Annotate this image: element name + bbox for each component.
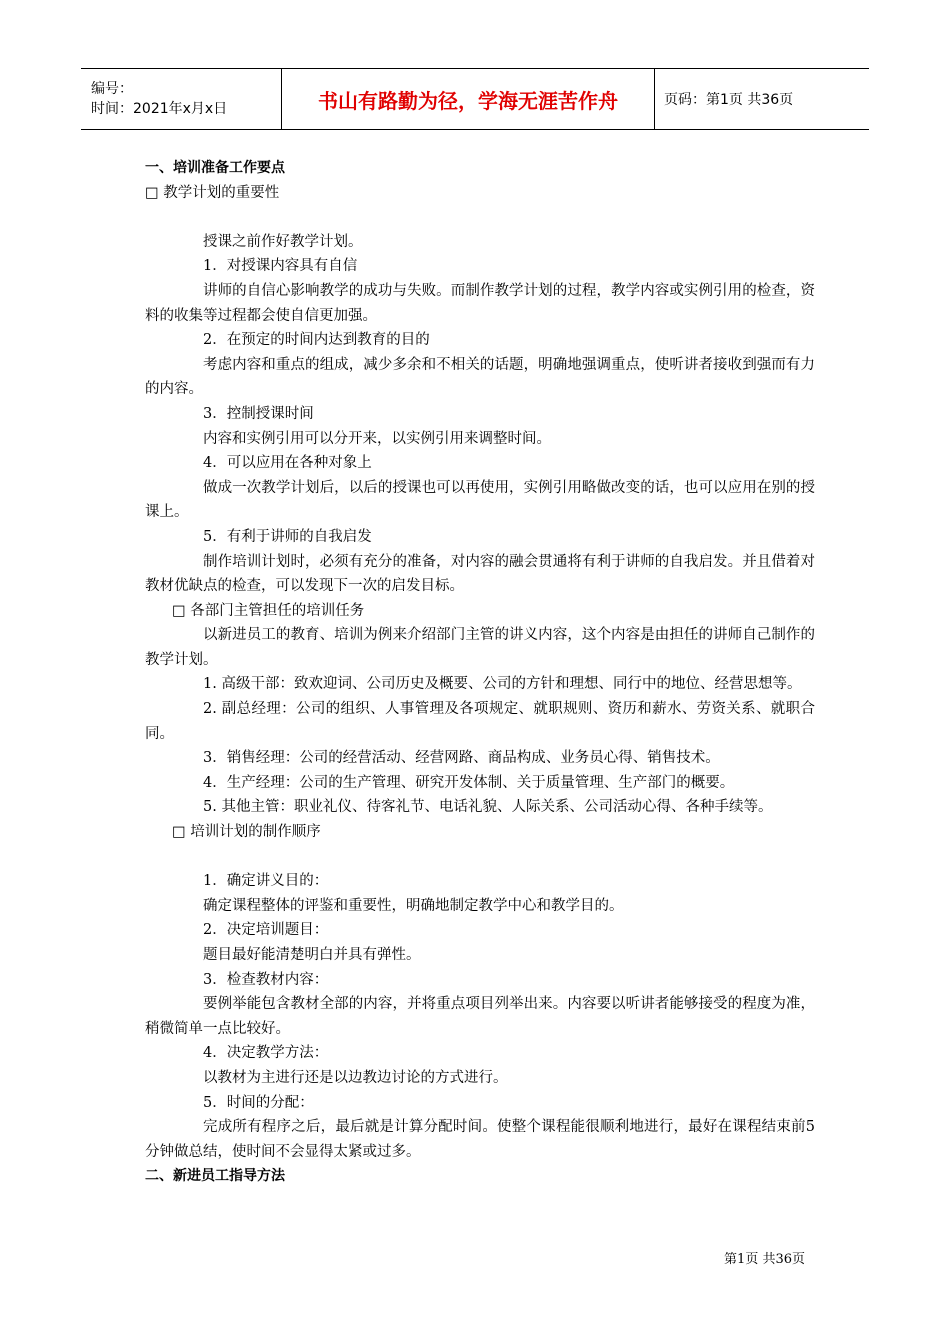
- list-item: 4．可以应用在各种对象上: [203, 455, 372, 472]
- paragraph: 完成所有程序之后，最后就是计算分配时间。使整个课程能很顺利地进行，最好在课程结束前5分钟做总结，使时间不会显得太紧或过多。: [145, 1119, 815, 1160]
- list-item: 4．生产经理：公司的生产管理、研究开发体制、关于质量管理、生产部门的概要。: [203, 774, 735, 791]
- list-item: 1. 高级干部：致欢迎词、公司历史及概要、公司的方针和理想、同行中的地位、经营思想等。: [203, 676, 802, 693]
- paragraph: 内容和实例引用可以分开来，以实例引用来调整时间。: [203, 430, 551, 447]
- subsection-heading: □ 培训计划的制作顺序: [172, 824, 321, 841]
- header-motto: 书山有路勤为径，学海无涯苦作舟: [282, 69, 655, 129]
- paragraph: 做成一次教学计划后，以后的授课也可以再使用，实例引用略做改变的话，也可以应用在别的授课上。: [145, 479, 815, 521]
- section-heading-1: 一、培训准备工作要点: [145, 160, 285, 176]
- page-footer: 第1页 共36页: [724, 1252, 805, 1267]
- document-body: [145, 156, 815, 1189]
- paragraph: 确定课程整体的评鉴和重要性，明确地制定教学中心和教学目的。: [203, 897, 624, 914]
- paragraph: 以教材为主进行还是以边教边讨论的方式进行。: [203, 1069, 508, 1086]
- subsection-heading: □ 各部门主管担任的培训任务: [172, 602, 365, 619]
- paragraph: 考虑内容和重点的组成，减少多余和不相关的话题，明确地强调重点，使听讲者接收到强而有力的内容。: [145, 356, 815, 398]
- list-item: 3．检查教材内容：: [203, 971, 329, 988]
- list-item: 2．在预定的时间内达到教育的目的: [203, 332, 430, 349]
- list-item: 1．确定讲义目的：: [203, 873, 329, 890]
- paragraph: 题目最好能清楚明白并具有弹性。: [203, 947, 421, 963]
- document-time-label: 时间：2021年x月x日: [91, 101, 228, 117]
- document-header: [81, 68, 869, 130]
- list-item: 2. 副总经理：公司的组织、人事管理及各项规定、就职规则、资历和薪水、劳资关系、就职合同。: [145, 701, 815, 742]
- paragraph: 制作培训计划时，必须有充分的准备，对内容的融会贯通将有利于讲师的自我启发。并且借着对教材优缺点的检查，可以发现下一次的启发目标。: [145, 553, 815, 595]
- list-item: 5．时间的分配：: [203, 1094, 314, 1111]
- subsection-heading: □ 教学计划的重要性: [145, 184, 280, 201]
- paragraph: 授课之前作好教学计划。: [203, 233, 363, 250]
- list-item: 3．销售经理：公司的经营活动、经营网路、商品构成、业务员心得、销售技术。: [203, 750, 720, 767]
- list-item: 2．决定培训题目：: [203, 922, 329, 939]
- list-item: 5. 其他主管：职业礼仪、待客礼节、电话礼貌、人际关系、公司活动心得、各种手续等。: [203, 799, 773, 816]
- section-heading-2: 二、新进员工指导方法: [145, 1168, 285, 1185]
- paragraph: 要例举能包含教材全部的内容，并将重点项目列举出来。内容要以听讲者能够接受的程度为准，稍微简单一点比较好。: [145, 996, 815, 1037]
- list-item: 5．有利于讲师的自我启发: [203, 528, 372, 545]
- header-page-number: 页码：第1页 共36页: [664, 92, 794, 108]
- paragraph: 以新进员工的教育、培训为例来介绍部门主管的讲义内容，这个内容是由担任的讲师自己制作的教学计划。: [145, 627, 815, 668]
- document-number-label: 编号：: [91, 81, 133, 97]
- list-item: 3．控制授课时间: [203, 405, 314, 422]
- paragraph: 讲师的自信心影响教学的成功与失败。而制作教学计划的过程，教学内容或实例引用的检查，资料的收集等过程都会使自信更加强。: [145, 282, 815, 324]
- list-item: 4．决定教学方法：: [203, 1045, 329, 1062]
- header-meta: [81, 69, 282, 129]
- list-item: 1．对授课内容具有自信: [203, 258, 358, 275]
